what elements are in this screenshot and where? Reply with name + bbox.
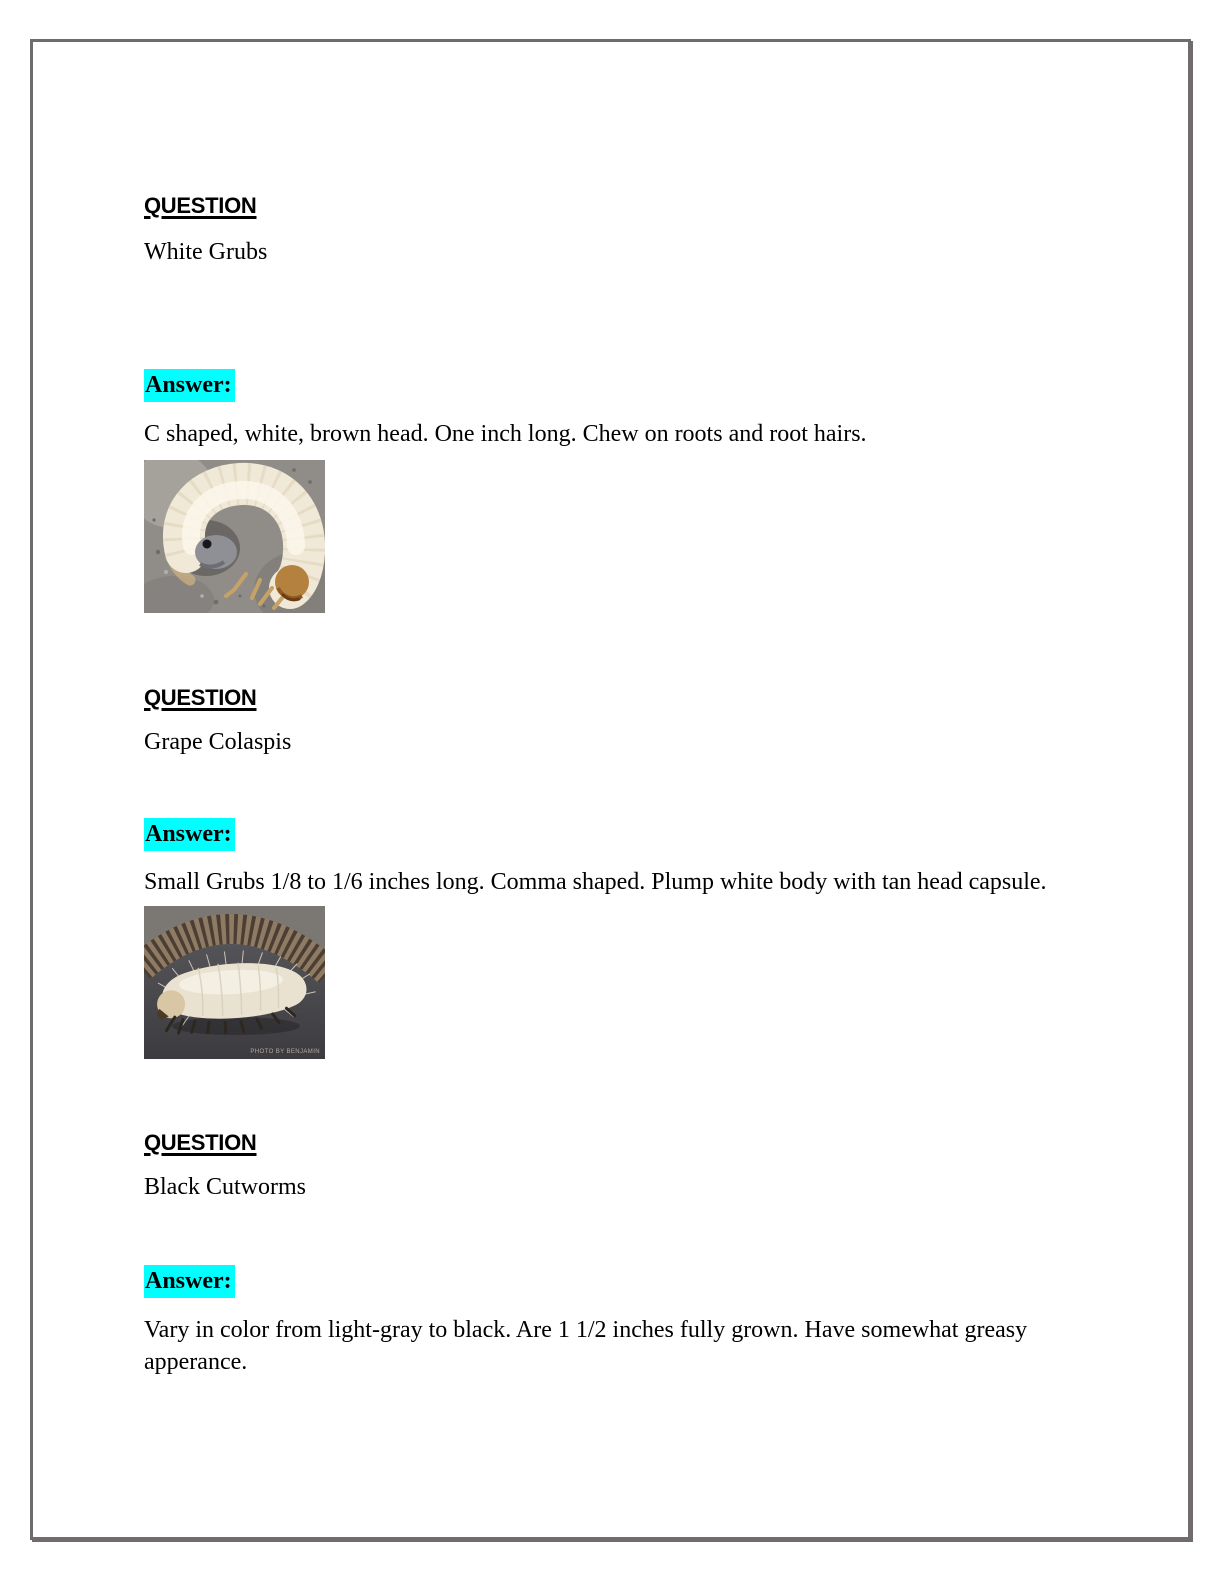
question-text: White Grubs	[144, 239, 268, 265]
question-text: Grape Colaspis	[144, 729, 292, 755]
question-heading: QUESTION	[144, 685, 257, 710]
white-grub-photo	[144, 460, 325, 613]
photo-credit-text: Photo by Benjamin	[250, 1049, 320, 1055]
answer-text: Small Grubs 1/8 to 1/6 inches long. Comma shaped. Plump white body with tan head capsule.	[144, 869, 1047, 895]
answer-label: Answer:	[144, 818, 235, 851]
white-grub-illustration	[144, 460, 325, 613]
qa-section-grape-colaspis	[144, 687, 1104, 1059]
answer-text: Vary in color from light-gray to black. Are 1 1/2 inches fully grown. Have somewhat greasy apperance.	[144, 1317, 1028, 1376]
qa-section-white-grubs	[144, 195, 1104, 613]
question-heading: QUESTION	[144, 193, 257, 218]
answer-label-row	[144, 1265, 235, 1298]
answer-label: Answer:	[144, 369, 235, 402]
question-heading: QUESTION	[144, 1130, 257, 1155]
question-text: Black Cutworms	[144, 1174, 306, 1200]
grape-colaspis-illustration	[144, 906, 325, 1059]
answer-text: C shaped, white, brown head. One inch long. Chew on roots and root hairs.	[144, 421, 867, 447]
answer-label-row	[144, 369, 235, 402]
answer-label: Answer:	[144, 1265, 235, 1298]
grape-colaspis-photo	[144, 906, 325, 1059]
qa-section-black-cutworms	[144, 1132, 1104, 1392]
answer-label-row	[144, 818, 235, 851]
